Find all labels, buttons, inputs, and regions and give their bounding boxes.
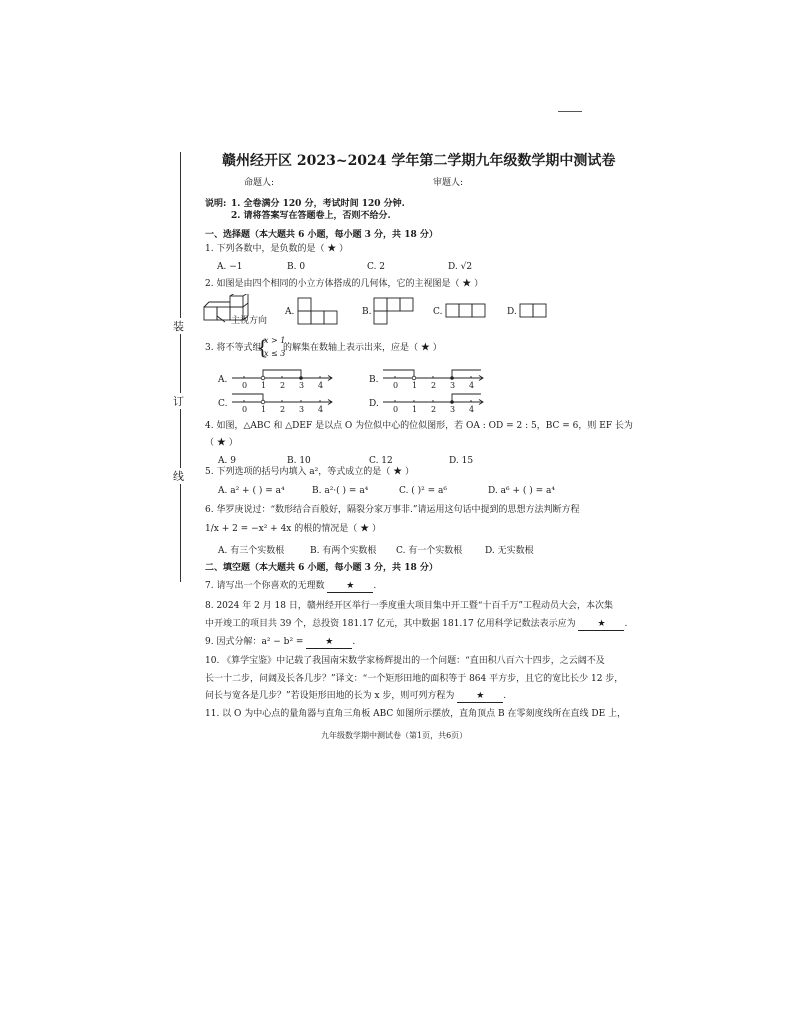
page-title: 赣州经开区 2023~2024 学年第二学期九年级数学期中测试卷	[222, 153, 616, 169]
tick-label: 3	[299, 381, 305, 389]
q2-option-a-figure	[297, 297, 339, 325]
instructions-label: 说明:	[205, 199, 227, 209]
question-1-stem: 1. 下列各数中，是负数的是（ ★ ）	[205, 244, 349, 254]
question-11-line-1: 11. 以 O 为中心点的量角器与直角三角板 ABC 如图所示摆放，直角顶点 B 在零刻度线所在直线 DE 上，	[205, 709, 627, 719]
q1-option-d: D. √2	[448, 262, 473, 272]
page-footer: 九年级数学期中测试卷（第1页，共6页）	[321, 731, 468, 740]
tick-label: 4	[318, 381, 324, 389]
question-4-stem-2: （ ★ ）	[205, 438, 238, 448]
binding-line	[180, 152, 181, 582]
tick-label: 3	[299, 405, 305, 413]
reviewer-label: 审题人:	[433, 178, 464, 188]
question-5-stem: 5. 下列选项的括号内填入 a²，等式成立的是（ ★ ）	[205, 467, 415, 477]
tick-label: 0	[393, 405, 399, 413]
q4-option-c: C. 12	[369, 456, 393, 466]
q2-option-a: A.	[285, 307, 295, 317]
instruction-item: 1. 全卷满分 120 分，考试时间 120 分钟.	[231, 199, 405, 209]
q3-option-c: C.	[218, 399, 228, 409]
q7-answer-blank[interactable]: ★	[327, 581, 373, 593]
tick-label: 4	[469, 405, 475, 413]
q2-option-c: C.	[433, 307, 443, 317]
q7-text: 7. 请写出一个你喜欢的无理数	[205, 581, 325, 591]
section-heading: 一、选择题（本大题共 6 小题，每小题 3 分，共 18 分）	[205, 230, 438, 240]
scan-mark	[558, 111, 582, 112]
q2-option-c-figure	[445, 303, 487, 319]
question-6-stem: 6. 华罗庚说过：“数形结合百般好，隔裂分家万事非.”请运用这句话中提到的思想方法判断方程	[205, 505, 580, 515]
tick-label: 1	[412, 381, 418, 389]
q6-option-b: B. 有两个实数根	[310, 546, 377, 556]
q3-number-line-a	[230, 367, 335, 389]
q3-system-line-1: x > 1	[264, 336, 286, 345]
tick-label: 2	[431, 381, 437, 389]
question-7-stem: 7. 请写出一个你喜欢的无理数 ★ .	[205, 581, 377, 591]
section-heading: 二、填空题（本大题共 6 小题，每小题 3 分，共 18 分）	[205, 563, 438, 573]
q2-view-direction-label: 主视方向	[231, 316, 268, 326]
tick-label: 0	[393, 381, 399, 389]
q3-option-d: D.	[369, 399, 379, 409]
q9-text: 9. 因式分解：a² − b² =	[205, 637, 304, 647]
tick-label: 0	[242, 381, 248, 389]
q6-option-c: C. 有一个实数根	[396, 546, 463, 556]
q8-text: 中开竣工的项目共 39 个，总投资 181.17 亿元，其中数据 181.17 亿用科学记数法表示应为	[205, 619, 576, 629]
instruction-item: 2. 请将答案写在答题卷上，否则不给分.	[231, 211, 391, 221]
q5-option-a: A. a² + ( ) = a⁴	[218, 486, 285, 496]
tick-label: 2	[280, 381, 286, 389]
q3-number-line-b	[381, 367, 486, 389]
q3-number-line-d	[381, 391, 486, 413]
tick-label: 3	[450, 405, 456, 413]
tick-label: 1	[261, 381, 267, 389]
question-10-line-2: 长一十二步，问阔及长各几步？”译文：“一个矩形田地的面积等于 864 平方步，且它的宽比长少 12 步，	[205, 674, 624, 684]
q5-option-c: C. ( )² = a⁶	[399, 486, 448, 496]
question-3-stem-a: 3. 将不等式组	[205, 343, 262, 353]
tick-label: 4	[469, 381, 475, 389]
q3-option-a: A.	[218, 375, 228, 385]
q9-answer-blank[interactable]: ★	[306, 637, 352, 649]
q4-option-a: A. 9	[218, 456, 236, 466]
q2-option-b: B.	[362, 307, 372, 317]
question-10-line-1: 10. 《算学宝鉴》中记载了我国南宋数学家杨辉提出的一个问题：“直田积八百六十四步，之云阔不及	[205, 656, 605, 666]
q5-option-b: B. a²·( ) = a⁴	[312, 486, 369, 496]
q2-option-b-figure	[373, 297, 415, 325]
q2-option-d-figure	[519, 303, 549, 319]
q5-option-d: D. a⁶ + ( ) = a⁴	[488, 486, 555, 496]
question-9-stem: 9. 因式分解：a² − b² = ★ .	[205, 637, 356, 647]
question-10-line-3: 问长与宽各是几步？”若设矩形田地的长为 x 步，则可列方程为 ★ .	[205, 691, 507, 701]
question-6-equation: 1/x + 2 = −x² + 4x 的根的情况是（ ★ ）	[205, 524, 381, 534]
tick-label: 3	[450, 381, 456, 389]
q4-option-b: B. 10	[287, 456, 311, 466]
question-3-stem-b: 的解集在数轴上表示出来，应是（ ★ ）	[283, 343, 442, 353]
q10-text: 问长与宽各是几步？”若设矩形田地的长为 x 步，则可列方程为	[205, 691, 455, 701]
q8-answer-blank[interactable]: ★	[578, 619, 624, 631]
tick-label: 0	[242, 405, 248, 413]
q1-option-c: C. 2	[367, 262, 386, 272]
question-8-line-2: 中开竣工的项目共 39 个，总投资 181.17 亿元，其中数据 181.17 亿用科学记数法表示应为 ★ .	[205, 619, 628, 629]
tick-label: 2	[280, 405, 286, 413]
binding-mark-xian: 线	[173, 470, 184, 483]
q1-option-a: A. −1	[217, 262, 243, 272]
q4-option-d: D. 15	[449, 456, 474, 466]
question-4-stem: 4. 如图，△ABC 和 △DEF 是以点 O 为位似中心的位似图形，若 OA : OD = 2 : 5，BC = 6，则 EF 长为	[205, 421, 633, 431]
q3-number-line-c	[230, 391, 335, 413]
tick-label: 1	[261, 405, 267, 413]
q6-option-a: A. 有三个实数根	[218, 546, 285, 556]
q6-option-d: D. 无实数根	[485, 546, 534, 556]
question-2-stem: 2. 如图是由四个相同的小立方体搭成的几何体，它的主视图是（ ★ ）	[205, 279, 484, 289]
tick-label: 2	[431, 405, 437, 413]
q3-option-b: B.	[369, 375, 379, 385]
q10-answer-blank[interactable]: ★	[457, 691, 503, 703]
q3-system-line-2: x ≤ 3	[264, 349, 286, 358]
q2-option-d: D.	[507, 307, 517, 317]
tick-label: 4	[318, 405, 324, 413]
q3-brace: {	[256, 335, 269, 359]
binding-mark-ding: 订	[173, 395, 184, 408]
setter-label: 命题人:	[244, 178, 275, 188]
binding-mark-zhuang: 装	[173, 320, 184, 333]
q1-option-b: B. 0	[287, 262, 306, 272]
tick-label: 1	[412, 405, 418, 413]
question-8-line-1: 8. 2024 年 2 月 18 日，赣州经开区举行一季度重大项目集中开工暨“十百千万”工程动员大会，本次集	[205, 601, 614, 611]
